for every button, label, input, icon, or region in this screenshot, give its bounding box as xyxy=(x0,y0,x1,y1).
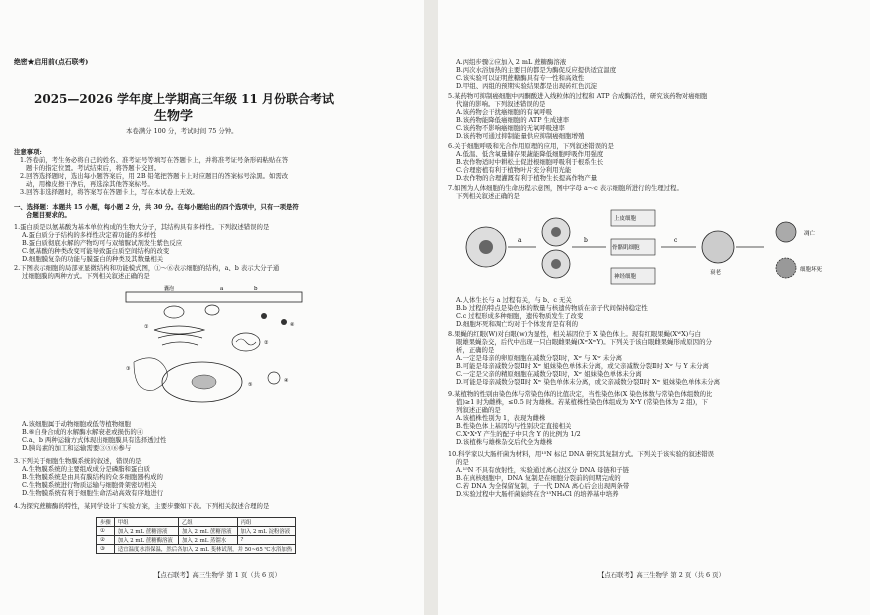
option: B.性染色体上基因均与性别决定直接相关 xyxy=(456,422,572,430)
section-header: 一、选择题：本题共 15 小题，每小题 2 分，共 30 分。在每小题给出的四个选项中，只有一项是符 xyxy=(14,203,299,211)
table-cell: ③ xyxy=(97,545,115,554)
subject-title: 生物学 xyxy=(154,109,194,124)
option: B.丙次水浴加热的主要目的都是为酶促反应提供适宜温度 xyxy=(456,66,617,74)
table-header: 甲组 xyxy=(114,518,178,527)
label-vesicle: 囊泡 xyxy=(164,286,175,292)
option: D.可能是母亲减数分裂Ⅱ时 Xʷ 染色单体未分离，或父亲减数分裂Ⅱ时 Xʷ 姐妹染色单体未分离 xyxy=(456,378,720,386)
option: A.生物膜系统的主要组成成分是磷脂和蛋白质 xyxy=(22,465,151,473)
question-10: 10.科学家以大肠杆菌为材料，用¹⁵N 标记 DNA 研究其复制方式。下列关于该实验的叙述错误 xyxy=(448,450,714,458)
table-row xyxy=(97,545,296,554)
question-9-cont: 值)≥1 时为雌株，≤0.5 时为雄株。若某植株性染色体组成为 XˣY (常染色体为 2 组)，下 xyxy=(456,398,708,406)
table-cell: 加入 2 mL 蔗糖酶溶液 xyxy=(114,536,178,545)
table-header: 丙组 xyxy=(237,518,296,527)
cell-life-diagram xyxy=(456,202,846,292)
label-c: c xyxy=(674,237,678,244)
option: C.a、b 两种运输方式体现出细胞膜具有选择透过性 xyxy=(22,436,167,444)
label-b: b xyxy=(254,286,258,292)
experiment-table xyxy=(96,517,296,554)
page-1 xyxy=(14,0,412,615)
option: C.若 DNA 为全保留复制，子一代 DNA 离心后会出现两条带 xyxy=(456,482,630,490)
vesicle xyxy=(205,305,219,315)
option: D.甲组、丙组的预期实验结果都是出现砖红色沉淀 xyxy=(456,82,598,90)
table-cell: 加入 2 mL 淀粉溶液 xyxy=(237,527,296,536)
golgi-apparatus xyxy=(154,326,204,345)
note-line: 2.回答选择题时，选出每小题答案后，用 2B 铅笔把答题卡上对应题目的答案标号涂黑。如需改 xyxy=(20,172,289,180)
table-cell: 适宜温度水浴保温，然后各加入 2 mL 斐林试剂，并 50~65 ℃水浴加热 xyxy=(114,545,295,554)
label-apoptosis: 凋亡 xyxy=(804,231,816,237)
binding-gutter xyxy=(424,0,438,615)
table-header: 步骤 xyxy=(97,518,115,527)
option: D.该植株与雄株杂交后代全为雄株 xyxy=(456,438,553,446)
label-a: a xyxy=(518,237,522,244)
label-aging: 衰老 xyxy=(710,270,722,276)
option: D.细胞膜复杂的功能与膜蛋白的种类及其数量相关 xyxy=(22,255,164,263)
aging-cell xyxy=(702,231,734,263)
question-8-cont: 析，正确的是 xyxy=(456,346,495,354)
option: D.实验过程中大肠杆菌始终在含¹⁵NH₄Cl 的培养基中培养 xyxy=(456,490,619,498)
option: C.该实验可以证明蔗糖酶具有专一性和高效性 xyxy=(456,74,585,82)
option: B.生物膜系统是由具有膜结构的众多细胞器构成的 xyxy=(22,473,163,481)
table-cell: 加入 2 mL 蔗糖溶液 xyxy=(178,527,237,536)
option: A.低温、低含氧量储存果蔬能降低细胞呼吸作用强度 xyxy=(456,150,604,158)
table-cell: 加入 2 mL 蒸馏水 xyxy=(178,536,237,545)
option: A.一定是母亲的卵原细胞在减数分裂Ⅰ时，Xʷ 与 Xʷ 未分离 xyxy=(456,354,623,362)
option: A.该植株性别为 1，表现为雌株 xyxy=(456,414,546,422)
option: A.该细胞属于动物细胞或低等植物细胞 xyxy=(22,420,131,428)
question-8-cont: 眼雄果蝇杂交，后代中出现一只白眼雌果蝇(XʷXʷY)。下列关于该白眼雌果蝇形成原因的分 xyxy=(456,338,712,346)
nucleus xyxy=(479,240,493,254)
label-6: ⑥ xyxy=(290,322,295,328)
option: B.农作物适时中耕松土促进根细胞呼吸利于根系生长 xyxy=(456,158,604,166)
table-row xyxy=(97,536,296,545)
label-nerve: 神经细胞 xyxy=(614,274,637,280)
cell-structure-diagram xyxy=(124,282,304,414)
score-line: 本卷满分 100 分，考试时间 75 分钟。 xyxy=(126,127,238,135)
label-muscle: 骨骼肌细胞 xyxy=(612,245,640,251)
question-10-cont: 的是 xyxy=(456,458,469,466)
question-1: 1.蛋白质是以氨基酸为基本单位构成的生物大分子，其结构具有多样性。下列叙述错误的是 xyxy=(14,223,270,231)
lysosome xyxy=(268,372,280,384)
question-5-cont: 代谢的影响。下列叙述错误的是 xyxy=(456,100,546,108)
table-row xyxy=(97,527,296,536)
question-3: 3.下列关于细胞生物膜系统的叙述，错误的是 xyxy=(14,457,142,465)
page-2 xyxy=(448,0,848,615)
vesicle xyxy=(164,306,184,318)
table-cell: ? xyxy=(237,536,296,545)
apoptotic-cell xyxy=(776,222,796,242)
option: C.合理密植有利于植物叶片充分利用光能 xyxy=(456,166,572,174)
option: B.可能是母亲减数分裂Ⅱ时 Xʷ 姐妹染色单体未分离，或父亲减数分裂Ⅱ时 Xʷ 与 Y 未分离 xyxy=(456,362,709,370)
table-cell: 加入 2 mL 蔗糖溶液 xyxy=(114,527,178,536)
option: A.¹⁵N 不具有放射性，实验通过离心法区分 DNA 母链和子链 xyxy=(456,466,629,474)
label-1: ① xyxy=(144,324,149,330)
notes-header: 注意事项: xyxy=(14,148,42,156)
label-4: ④ xyxy=(284,378,289,384)
option: D.该药物可通过抑制能量供应抑制癌细胞增殖 xyxy=(456,132,585,140)
option: C.c 过程形成多种细胞，遗传物质发生了改变 xyxy=(456,312,584,320)
table-header-row xyxy=(97,518,296,527)
question-2-cont: 过细胞膜的两种方式。下列相关叙述正确的是 xyxy=(22,272,150,280)
label-5: ⑤ xyxy=(248,382,253,388)
option: B.蛋白质彻底水解的产物均可与双缩脲试剂发生紫色反应 xyxy=(22,239,183,247)
page-footer: 【点石联考】高三生物学 第 2 页（共 6 页） xyxy=(598,571,725,579)
necrotic-cell xyxy=(776,258,796,278)
option: D.细胞坏死和凋亡均对于个体发育是有利的 xyxy=(456,320,578,328)
option: C.生物膜系统进行物质运输与细胞骨架密切相关 xyxy=(22,481,157,489)
label-necrosis: 细胞坏死 xyxy=(800,267,823,273)
option: C.一定是父亲的精原细胞在减数分裂Ⅰ时，Xʷ 姐妹染色单体未分离 xyxy=(456,370,642,378)
option: A.蛋白质分子结构的多样性决定着功能的多样性 xyxy=(22,231,157,239)
option: B.⑥自身合成的水解酶水解衰老或损伤的④ xyxy=(22,428,144,436)
option: B.该药物能降低癌细胞的 ATP 生成速率 xyxy=(456,116,570,124)
question-8: 8.果蝇的红眼(W)对白眼(w)为显性，相关基因位于 X 染色体上。现有红眼果蝇(XᵂX)与白 xyxy=(448,330,702,338)
question-9-cont: 列叙述正确的是 xyxy=(456,406,501,414)
confidential-label: 绝密★启用前(点石联考) xyxy=(14,58,89,66)
question-9: 9.某植物的性别由染色体与常染色体的比值决定，当性染色体(X 染色体数与常染色体组数的比 xyxy=(448,390,713,398)
option: A.丙组步骤②应加入 2 mL 蔗糖酶溶液 xyxy=(456,58,567,66)
note-line: 题卡的指定位置。考试结束后，将答题卡交回。 xyxy=(26,164,161,172)
label-2: ② xyxy=(264,340,269,346)
question-6: 6.关于细胞呼吸和光合作用原理的应用，下列叙述错误的是 xyxy=(448,142,614,150)
question-4: 4.为探究蔗糖酶的特性，某同学设计了实验方案，主要步骤如下表。下列相关叙述合理的是 xyxy=(14,502,270,510)
question-5: 5.某药物可抑制癌细胞中丙酮酸进入线粒体的过程和 ATP 合成酶活性，研究该药物对癌细胞 xyxy=(448,92,708,100)
option: C.该药物不影响癌细胞的无氧呼吸速率 xyxy=(456,124,565,132)
option: A.该药物会干扰癌细胞的有氧呼吸 xyxy=(456,108,553,116)
option: C.XˣXˣY 产生的配子中只含 Y 的比例为 1/2 xyxy=(456,430,581,438)
cell-membrane xyxy=(126,292,302,302)
ribosome xyxy=(281,319,287,325)
option: D.农作物的合理灌溉有利于植物生长提高作物产量 xyxy=(456,174,598,182)
option: D.生物膜系统有利于细胞生命活动高效有序地进行 xyxy=(22,489,164,497)
ribosome xyxy=(261,313,267,319)
table-header: 乙组 xyxy=(178,518,237,527)
label-3: ③ xyxy=(126,366,131,372)
nucleolus xyxy=(192,375,216,389)
note-line: 1.答卷前，考生务必将自己的姓名、准考证号等填写在答题卡上，并将准考证号条形码粘贴在答 xyxy=(20,156,289,164)
section-header: 合题目要求的。 xyxy=(26,211,71,219)
label-a: a xyxy=(220,286,224,292)
table-cell: ② xyxy=(97,536,115,545)
question-7-cont: 下列相关叙述正确的是 xyxy=(456,192,520,200)
option: B.b 过程的特点是染色体的数量与核遗传物质在亲子代间保持稳定性 xyxy=(456,304,648,312)
option: C.氨基酸的种类改变可能导致蛋白质空间结构的改变 xyxy=(22,247,170,255)
label-epithelial: 上皮细胞 xyxy=(614,216,637,222)
table-cell: ① xyxy=(97,527,115,536)
option: D.胰岛素的加工和运输需要③⑤⑥参与 xyxy=(22,444,132,452)
note-line: 3.回答非选择题时，将答案写在答题卡上，写在本试卷上无效。 xyxy=(20,188,199,196)
label-b: b xyxy=(584,237,588,244)
page-footer: 【点石联考】高三生物学 第 1 页（共 6 页） xyxy=(154,571,281,579)
question-2: 2.下图表示细胞的局部亚显微结构和功能模式图，①～⑥表示细胞的结构，a、b 表示大分子通 xyxy=(14,264,280,272)
note-line: 动，用橡皮擦干净后，再选涂其他答案标号。 xyxy=(26,180,154,188)
question-7: 7.如图为人体细胞的生命历程示意图，图中字母 a～c 表示细胞所进行的生理过程。 xyxy=(448,184,683,192)
exam-title: 2025—2026 学年度上学期高三年级 11 月份联合考试 xyxy=(34,92,335,106)
option: B.在真核细胞中，DNA 复制是在细胞分裂前的间期完成的 xyxy=(456,474,621,482)
option: A.人体生长与 a 过程有关，与 b、c 无关 xyxy=(456,296,572,304)
